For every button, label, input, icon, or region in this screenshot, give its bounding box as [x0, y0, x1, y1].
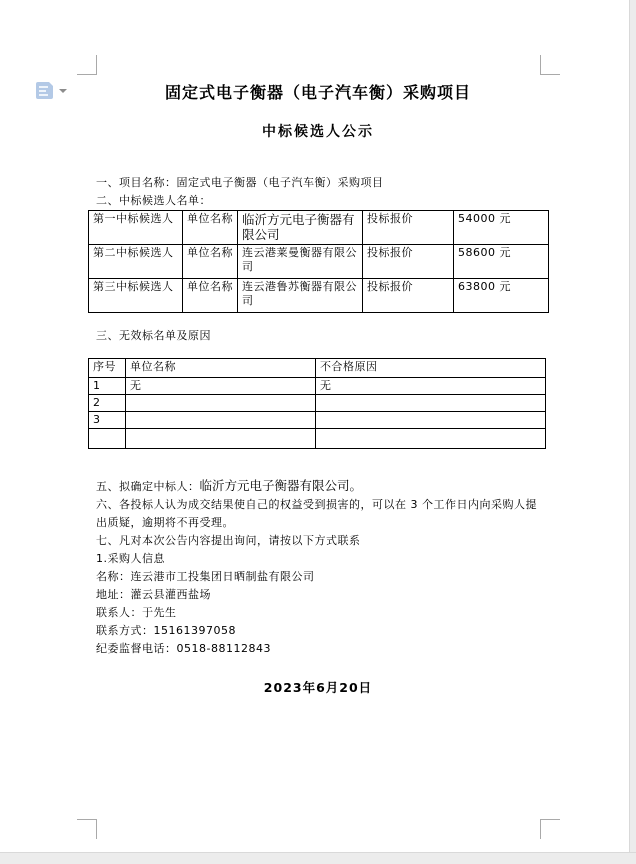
document-subtitle: 中标候选人公示 [262, 124, 374, 140]
supervise-phone-line: 纪委监督电话：0518-88112843 [96, 642, 271, 655]
table-cell: 单位名称 [183, 279, 238, 313]
table-row [89, 378, 546, 395]
buyer-name-line: 名称：连云港市工投集团日晒制盐有限公司 [96, 570, 315, 583]
margin-crop-mark-top-right [540, 55, 560, 75]
table-cell: 连云港莱曼衡器有限公司 [238, 245, 363, 279]
table-cell: 第一中标候选人 [89, 211, 183, 245]
intro-block [96, 174, 544, 210]
table-cell: 单位名称 [183, 245, 238, 279]
document-title: 固定式电子衡器（电子汽车衡）采购项目 [164, 83, 471, 102]
invalid-bids-table [88, 358, 546, 449]
table-header-cell: 序号 [89, 359, 126, 378]
table-cell: 第三中标候选人 [89, 279, 183, 313]
margin-crop-mark-bottom-left [77, 819, 97, 839]
table-cell [316, 395, 546, 412]
margin-crop-mark-bottom-right [540, 819, 560, 839]
project-name-line: 一、项目名称：固定式电子衡器（电子汽车衡）采购项目 [96, 176, 384, 189]
closing-block [96, 478, 542, 658]
table-cell: 单位名称 [183, 211, 238, 245]
table-row [89, 412, 546, 429]
winner-line [96, 478, 542, 496]
contact-phone-line: 联系方式：15161397058 [96, 624, 236, 637]
table-row [89, 245, 549, 279]
inquiry-line: 七、凡对本次公告内容提出询问，请按以下方式联系 [96, 534, 361, 547]
page-edge-bottom [0, 852, 636, 864]
table-cell: 无 [316, 378, 546, 395]
table-row [89, 429, 546, 449]
table-cell [126, 429, 316, 449]
buyer-address-line: 地址：灌云县灌西盐场 [96, 588, 211, 601]
table-cell: 投标报价 [363, 245, 454, 279]
table-cell [316, 429, 546, 449]
candidates-table [88, 210, 549, 313]
table-row [89, 211, 549, 245]
contact-person-line: 联系人：于先生 [96, 606, 177, 619]
table-cell [126, 395, 316, 412]
table-cell: 2 [89, 395, 126, 412]
table-header-cell: 单位名称 [126, 359, 316, 378]
table-cell: 54000 元 [454, 211, 549, 245]
table-cell: 63800 元 [454, 279, 549, 313]
invalid-heading-line: 三、无效标名单及原因 [96, 329, 211, 342]
margin-crop-mark-top-left [77, 55, 97, 75]
table-cell: 58600 元 [454, 245, 549, 279]
objection-line: 六、各投标人认为成交结果使自己的权益受到损害的，可以在 3 个工作日内向采购人提出质疑，逾期将不再受理。 [96, 498, 537, 529]
table-cell: 临沂方元电子衡器有限公司 [238, 211, 363, 245]
candidates-heading-line: 二、中标候选人名单： [96, 194, 211, 207]
table-cell: 投标报价 [363, 279, 454, 313]
table-cell: 连云港鲁苏衡器有限公司 [238, 279, 363, 313]
document-date: 2023年6月20日 [263, 680, 373, 695]
table-cell: 1 [89, 378, 126, 395]
winner-name: 临沂方元电子衡器有限公司。 [199, 478, 363, 493]
table-cell [89, 429, 126, 449]
table-cell: 第二中标候选人 [89, 245, 183, 279]
table-row [89, 395, 546, 412]
table-cell: 投标报价 [363, 211, 454, 245]
table-cell [316, 412, 546, 429]
winner-label: 五、拟确定中标人： [96, 480, 200, 493]
table-cell [126, 412, 316, 429]
table-header-row [89, 359, 546, 378]
table-cell: 3 [89, 412, 126, 429]
table-header-cell: 不合格原因 [316, 359, 546, 378]
buyer-heading-line: 1.采购人信息 [96, 552, 165, 565]
table-row [89, 279, 549, 313]
table-cell: 无 [126, 378, 316, 395]
